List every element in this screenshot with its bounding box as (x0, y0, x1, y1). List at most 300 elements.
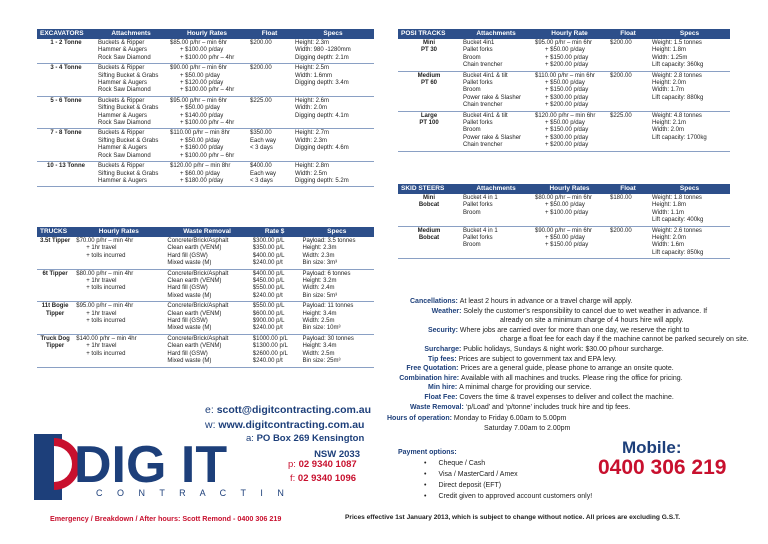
specs-cell-line: Width: 2.0m (652, 127, 685, 134)
attachments-cell-line: Bucket 4 in 1 (463, 227, 498, 234)
rates-cell (167, 162, 247, 187)
waste-cell-line: Concrete/Brick/Asphalt (167, 303, 229, 310)
float-cell (247, 39, 292, 64)
mobile-number[interactable]: 0400 306 219 (598, 456, 727, 479)
column-header: Specs (292, 29, 374, 39)
truck-cell-line: 11t Bogie (41, 303, 69, 310)
rates-cell-line: $110.00 p/hr – min 6hr (535, 72, 595, 79)
attachments-cell-line: Rock Saw Diamond (98, 54, 151, 61)
table-row (37, 334, 374, 367)
waste-cell-line: Hard fill (GSW) (167, 285, 208, 292)
specs-cell-line: Width: 1.6m (652, 242, 685, 249)
attachments-cell (95, 64, 167, 97)
rates-cell-line: + $200.00 p/day (545, 102, 589, 109)
rate-cell-line: $1000.00 p/L (252, 335, 288, 342)
specs-cell-line: Payload: 6 tonnes (302, 270, 351, 277)
attachments-cell-line: Chain trencher (463, 62, 503, 69)
waste-cell-line: Clean earth (VENM) (167, 343, 222, 350)
posi-tracks-header-row (398, 29, 730, 39)
payment-item: • Visa / MasterCard / Amex (424, 469, 592, 480)
rate-cell-line: $300.00 p/L (252, 238, 285, 244)
rates-cell-line: + $160.00 p/day (180, 145, 224, 152)
attachments-cell (95, 162, 167, 187)
specs-cell-line: Weight: 2.6 tonnes (652, 227, 702, 234)
email-key: e: (205, 404, 214, 416)
attachments-cell (460, 111, 532, 151)
contact-web[interactable] (205, 419, 364, 431)
rates-cell-line: + $180.00 p/day (180, 177, 224, 184)
web-value[interactable]: www.digitcontracting.com.au (218, 419, 365, 431)
attachments-cell-line: Power rake & Slasher (463, 94, 522, 101)
truck-cell-line: Tipper (46, 310, 65, 317)
column-header: Attachments (95, 29, 167, 39)
rate-cell-line: $240.00 p/t (252, 292, 283, 299)
model-cell-line: PT 60 (420, 80, 437, 87)
email-value[interactable]: scott@digitcontracting.com.au (216, 404, 372, 416)
table-row (37, 302, 374, 335)
term-label: Surcharge: (424, 345, 464, 353)
column-header: Specs (299, 227, 374, 237)
float-cell-line: $180.00 (610, 195, 632, 201)
specs-cell-line: Height: 2.0m (652, 80, 687, 87)
specs-cell-line: Lift capacity: 360kg (652, 62, 704, 69)
rate-cell-line: $240.00 p/t (252, 358, 283, 365)
dig-it-logo (34, 434, 284, 505)
column-header: Hourly Rates (167, 29, 247, 39)
specs-cell-line: Width: 2.0m (295, 105, 328, 112)
hours-saturday: Saturday 7.00am to 2.00pm (484, 424, 571, 432)
attachments-cell-line: Bucket 4in1 & tilt (463, 112, 508, 119)
column-header: Specs (649, 184, 730, 194)
logo-sub: C O N T R A C T I (96, 488, 269, 498)
fax-key: f: (290, 473, 296, 484)
waste-cell-line: Mixed waste (M) (167, 358, 212, 365)
truck-cell (37, 302, 73, 335)
rates-cell-line: + $200.00 p/day (545, 142, 589, 149)
specs-cell-line: Bin size: 25m³ (302, 358, 341, 365)
float-cell (607, 111, 649, 151)
float-cell (247, 129, 292, 162)
rates-cell-line: $80.00 p/hr – min 4hr (76, 270, 134, 277)
trucks-table (37, 227, 374, 368)
logo-graphic (34, 434, 284, 500)
waste-cell-line: Clean earth (VENM) (167, 278, 222, 285)
attachments-cell-line: Buckets & Ripper (98, 163, 145, 170)
specs-cell-line: Height: 2.3m (302, 245, 337, 252)
table-row (37, 129, 374, 162)
rates-cell (167, 129, 247, 162)
term-text: Prices are subject to government tax and EPA levy. (458, 355, 617, 363)
rates-cell-line: + $50.00 p/day (180, 105, 220, 112)
rates-cell-line: + tolls incurred (86, 350, 126, 357)
column-header: Waste Removal (164, 227, 249, 237)
rates-cell-line: + $200.00 p/day (545, 62, 589, 69)
specs-cell-line: Lift capacity: 850kg (652, 249, 704, 256)
attachments-cell (95, 39, 167, 64)
specs-cell-line: Height: 2.7m (295, 130, 330, 137)
rates-cell (167, 96, 247, 129)
size-cell (37, 129, 95, 162)
size-cell-line: 7 - 8 Tonne (50, 130, 82, 137)
waste-cell-line: Hard fill (GSW) (167, 252, 208, 259)
rates-cell-line: + $140.00 p/day (180, 112, 224, 119)
phone-key: p: (288, 459, 296, 470)
column-header: TRUCKS (37, 227, 73, 237)
mobile-label: Mobile: (622, 438, 682, 457)
specs-cell-line: Width: 2.5m (302, 318, 335, 325)
term-item (380, 355, 750, 365)
specs-cell-line: Width: 1.6mm (295, 72, 333, 79)
column-header: Hourly Rates (532, 184, 607, 194)
float-cell (607, 226, 649, 259)
truck-cell-line: 6t Tipper (42, 270, 68, 277)
specs-cell-line: Width: 1.1m (652, 209, 685, 216)
column-header: Attachments (460, 184, 532, 194)
float-cell-line: Each way (250, 137, 277, 144)
rates-cell-line: + $300.00 p/day (545, 134, 589, 141)
rate-cell-line: $450.00 p/L (252, 278, 285, 285)
rates-cell-line: + $50.00 p/day (545, 120, 585, 127)
specs-cell (292, 64, 374, 97)
specs-cell-line: Height: 2.0m (652, 235, 687, 242)
term-text: Available with all machines and trucks. Please ring the office for pricing. (461, 374, 683, 382)
size-cell (37, 162, 95, 187)
attachments-cell-line: Sifting Bucket & Grabs (98, 137, 159, 144)
specs-cell (649, 194, 730, 226)
rates-cell-line: $120.00 p/hr – min 6hr (535, 112, 596, 119)
rates-cell-line: + $50.00 p/day (545, 47, 585, 54)
model-cell (398, 39, 460, 71)
specs-cell-line: Bin size: 3m³ (302, 260, 338, 267)
specs-cell-line: Width: 980 -1280mm (295, 47, 351, 54)
float-cell (607, 39, 649, 71)
rates-cell-line: $85.00 p/hr – min 6hr (170, 40, 228, 46)
float-cell-line: $225.00 (250, 97, 272, 104)
term-text: A minimal charge for providing our service. (459, 384, 592, 392)
float-cell-line: $200.00 (250, 40, 272, 46)
size-cell (37, 39, 95, 64)
float-cell (247, 64, 292, 97)
attachments-cell (460, 194, 532, 226)
waste-cell-line: Clean earth (VENM) (167, 245, 222, 252)
specs-cell-line: Height: 3.4m (302, 310, 337, 317)
attachments-cell-line: Pallet forks (463, 47, 493, 54)
specs-cell-line: Height: 2.8m (295, 163, 330, 170)
specs-cell-line: Width: 2.5m (295, 170, 328, 177)
rate-cell-line: $2600.00 p/L (252, 350, 288, 357)
rate-cell-line: $550.00 p/L (252, 285, 285, 292)
attachments-cell-line: Rock Saw Diamond (98, 87, 151, 94)
rates-cell-line: $110.00 p/hr – min 8hr (170, 130, 230, 137)
attachments-cell-line: Broom (463, 87, 481, 94)
specs-cell (299, 237, 374, 269)
truck-cell-line: Truck Dog (40, 335, 70, 342)
model-cell-line: PT 100 (419, 120, 439, 127)
skid-steers-header-row (398, 184, 730, 194)
column-header: Hourly Rate (532, 29, 607, 39)
specs-cell (299, 269, 374, 302)
rates-cell (167, 64, 247, 97)
payment-item: • Direct deposit (EFT) (424, 480, 592, 491)
terms-list (380, 297, 750, 412)
specs-cell-line: Payload: 3.5 tonnes (302, 238, 356, 244)
address-key: a: (246, 433, 254, 444)
attachments-cell-line: Buckets & Ripper (98, 130, 145, 137)
truck-cell (37, 237, 73, 269)
specs-cell-line: Lift capacity: 1700kg (652, 134, 707, 141)
column-header: Specs (649, 29, 730, 39)
attachments-cell-line: Broom (463, 209, 481, 216)
rates-cell-line: $90.00 p/hr – min 6hr (535, 227, 593, 234)
rates-cell-line: + tolls incurred (86, 318, 126, 325)
term-text: Where jobs are carried over for more than one day, we reserve the right to (459, 326, 690, 334)
payment-item: • Cheque / Cash (424, 458, 592, 469)
float-cell-line: $400.00 (250, 163, 272, 170)
waste-cell-line: Mixed waste (M) (167, 292, 212, 299)
waste-cell (164, 269, 249, 302)
waste-cell-line: Concrete/Brick/Asphalt (167, 270, 229, 277)
attachments-cell-line: Bucket 4in1 & tilt (463, 72, 508, 79)
fax-value: 02 9340 1096 (297, 473, 357, 484)
attachments-cell-line: Broom (463, 242, 481, 249)
rate-cell-line: $240.00 p/t (252, 325, 283, 332)
rates-cell-line: $95.00 p/hr – min 6hr (170, 97, 228, 104)
rates-cell-line: + 1hr travel (86, 245, 117, 252)
attachments-cell-line: Sifting Bucket & Grabs (98, 105, 159, 112)
rates-cell-line: + tolls incurred (86, 285, 126, 292)
column-header: Float (607, 184, 649, 194)
size-cell-line: 3 - 4 Tonne (50, 65, 82, 72)
attachments-cell-line: Power rake & Slasher (463, 134, 522, 141)
rates-cell-line: + $50.00 p/day (180, 137, 220, 144)
column-header: EXCAVATORS (37, 29, 95, 39)
posi-tracks-table (398, 29, 730, 152)
column-header: Rate $ (250, 227, 300, 237)
rates-cell-line: + $50.00 p/day (545, 202, 585, 209)
rate-cell-line: $350.00 p/L (252, 245, 285, 252)
specs-cell-line: Width: 1.25m (652, 54, 688, 61)
rates-cell-line: $95.00 p/hr – min 4hr (76, 303, 134, 310)
rates-cell-line: + $150.00 p/day (545, 127, 589, 134)
attachments-cell-line: Chain trencher (463, 142, 503, 149)
specs-cell (649, 71, 730, 111)
specs-cell (299, 302, 374, 335)
rates-cell-line: + tolls incurred (86, 252, 126, 259)
specs-cell-line: Height: 1.8m (652, 47, 687, 54)
rates-cell-line: + $100.00 p/hr – 4hr (180, 120, 235, 127)
specs-cell (299, 334, 374, 367)
model-cell-line: Large (420, 112, 438, 119)
waste-cell-line: Concrete/Brick/Asphalt (167, 335, 229, 342)
rates-cell-line: + 1hr travel (86, 278, 117, 285)
attachments-cell-line: Buckets & Ripper (98, 40, 145, 46)
attachments-cell-line: Hammer & Augers (98, 80, 148, 87)
specs-cell (649, 39, 730, 71)
term-item (380, 364, 750, 374)
rates-cell (73, 237, 164, 269)
term-text: At least 2 hours in advance or a travel charge will apply. (459, 298, 633, 305)
rates-cell (532, 226, 607, 259)
column-header: SKID STEERS (398, 184, 460, 194)
table-row (398, 194, 730, 226)
float-cell-line: < 3 days (250, 145, 273, 152)
column-header: Float (247, 29, 292, 39)
size-cell (37, 96, 95, 129)
table-row (398, 39, 730, 71)
rate-cell (250, 302, 300, 335)
float-cell-line: $200.00 (610, 72, 632, 79)
specs-cell-line: Lift capacity: 880kg (652, 94, 704, 101)
attachments-cell-line: Buckets & Ripper (98, 65, 145, 72)
table-row (398, 111, 730, 151)
specs-cell-line: Weight: 2.8 tonnes (652, 72, 702, 79)
specs-cell-line: Weight: 4.8 tonnes (652, 112, 702, 119)
specs-cell (292, 129, 374, 162)
term-text-continued: charge a float fee for each day if the machine cannot be parked securely on site. (500, 336, 749, 344)
term-label: Waste Removal: (410, 403, 466, 411)
rates-cell (73, 269, 164, 302)
rates-cell-line: + $150.00 p/day (545, 54, 589, 61)
specs-cell (649, 111, 730, 151)
model-cell-line: Bobcat (418, 235, 440, 242)
address-line-2: NSW 2033 (314, 449, 360, 460)
float-cell-line: $200.00 (610, 227, 632, 234)
phone-value[interactable]: 02 9340 1087 (298, 459, 357, 470)
specs-cell-line: Width: 2.5m (302, 350, 335, 357)
attachments-cell-line: Hammer & Augers (98, 177, 148, 184)
float-cell-line: $225.00 (610, 112, 632, 119)
attachments-cell-line: Hammer & Augers (98, 112, 148, 119)
column-header: Attachments (460, 29, 532, 39)
rates-cell-line: + $300.00 p/day (545, 94, 589, 101)
specs-cell-line: Width: 1.7m (652, 87, 685, 94)
rates-cell-line: $90.00 p/hr – min 6hr (170, 65, 228, 72)
rates-cell (73, 302, 164, 335)
model-cell-line: Medium (417, 227, 441, 234)
rates-cell-line: + $100.00 p/hr – 4hr (180, 87, 235, 94)
prices-notice: Prices effective 1st January 2013, which is subject to change without notice. All prices are excluding G.S.T. (345, 514, 681, 521)
table-row (37, 162, 374, 187)
rate-cell-line: $900.00 p/L (252, 318, 285, 325)
float-cell (247, 162, 292, 187)
hours-of-operation (387, 414, 570, 433)
term-item (380, 326, 750, 336)
excavators-header-row (37, 29, 374, 39)
float-cell-line: Each way (250, 170, 277, 177)
term-item (380, 374, 750, 384)
attachments-cell (460, 226, 532, 259)
contact-phone[interactable] (288, 459, 357, 470)
rates-cell-line: $120.00 p/hr – min 8hr (170, 163, 231, 170)
rate-cell-line: $240.00 p/t (252, 260, 283, 267)
term-item (380, 393, 750, 403)
term-label: Security: (428, 326, 460, 334)
term-label: Combination hire: (399, 374, 462, 382)
emergency-contact: Emergency / Breakdown / After hours: Scott Remond - 0400 306 219 (50, 514, 282, 523)
term-item (380, 403, 750, 413)
attachments-cell-line: Broom (463, 127, 481, 134)
specs-cell-line: Height: 2.6m (295, 97, 330, 104)
model-cell-line: PT 30 (420, 47, 437, 54)
specs-cell-line: Digging depth: 2.1m (295, 54, 349, 61)
contact-fax (290, 473, 356, 484)
excavators-table (37, 29, 374, 187)
column-header: POSI TRACKS (398, 29, 460, 39)
specs-cell-line: Payload: 30 tonnes (302, 335, 354, 342)
rates-cell-line: + 1hr travel (86, 343, 117, 350)
rates-cell-line: + $100.00 p/hr – 4hr (180, 54, 235, 61)
table-row (37, 269, 374, 302)
waste-cell-line: Concrete/Brick/Asphalt (167, 238, 229, 244)
term-label: Cancellations: (410, 298, 460, 305)
rate-cell-line: $600.00 p/L (252, 310, 285, 317)
rates-cell-line: + $100.00 p/hr – 6hr (180, 152, 235, 159)
skid-steers-table (398, 184, 730, 259)
specs-cell-line: Lift capacity: 400kg (652, 217, 704, 224)
specs-cell-line: Bin size: 10m³ (302, 325, 341, 332)
specs-cell-line: Digging depth: 5.2m (295, 177, 349, 184)
float-cell-line: < 3 days (250, 177, 273, 184)
specs-cell-line: Height: 3.2m (302, 278, 337, 285)
payment-label: Payment options: (398, 449, 457, 456)
attachments-cell-line: Sifting Bucket & Grabs (98, 72, 159, 79)
rate-cell (250, 334, 300, 367)
truck-cell-line: 3.5t Tipper (40, 238, 71, 244)
attachments-cell (95, 96, 167, 129)
specs-cell-line: Width: 2.4m (302, 285, 335, 292)
specs-cell-line: Width: 2.3m (295, 137, 328, 144)
term-text: ‘p/Load’ and ‘p/tonne’ includes truck hire and tip fees. (465, 403, 631, 411)
rates-cell (532, 39, 607, 71)
term-label: Free Quotation: (406, 365, 461, 373)
payment-list (424, 458, 592, 502)
attachments-cell-line: Bucket 4in1 (463, 40, 495, 46)
rate-cell (250, 269, 300, 302)
waste-cell (164, 237, 249, 269)
trucks-header-row (37, 227, 374, 237)
specs-cell-line: Height: 3.4m (302, 343, 337, 350)
attachments-cell-line: Pallet forks (463, 202, 493, 209)
attachments-cell (460, 71, 532, 111)
truck-cell-line: Tipper (46, 343, 65, 350)
attachments-cell-line: Rock Saw Diamond (98, 120, 151, 127)
contact-email[interactable] (205, 404, 371, 416)
specs-cell-line: Digging depth: 3.4m (295, 80, 349, 87)
term-text-continued: already on site a minimum charge of 4 hours hire will apply. (500, 317, 684, 325)
rates-cell (532, 71, 607, 111)
rates-cell-line: + $50.00 p/day (545, 235, 585, 242)
specs-cell-line: Width: 2.3m (302, 252, 335, 259)
term-text: Public holidays, Sundays & night work: $30.00 p/hour surcharge. (463, 345, 664, 353)
rates-cell-line: + $100.00 p/day (180, 47, 224, 54)
waste-cell-line: Mixed waste (M) (167, 260, 212, 267)
rates-cell-line: $70.00 p/hr – min 4hr (76, 238, 134, 244)
attachments-cell-line: Pallet forks (463, 120, 493, 127)
waste-cell-line: Mixed waste (M) (167, 325, 212, 332)
model-cell-line: Medium (417, 72, 441, 79)
attachments-cell-line: Bucket 4 in 1 (463, 195, 498, 201)
rates-cell-line: + $100.00 p/day (545, 209, 589, 216)
term-text: Prices are a general guide, please phone to arrange an onsite quote. (460, 365, 674, 373)
term-item (380, 345, 750, 355)
attachments-cell (460, 39, 532, 71)
hours-label: Hours of operation: (387, 415, 452, 422)
attachments-cell-line: Chain trencher (463, 102, 503, 109)
rates-cell-line: $140.00 p/hr – min 4hr (76, 335, 137, 342)
model-cell-line: Bobcat (418, 202, 440, 209)
model-cell-line: Mini (423, 195, 435, 201)
table-row (37, 96, 374, 129)
